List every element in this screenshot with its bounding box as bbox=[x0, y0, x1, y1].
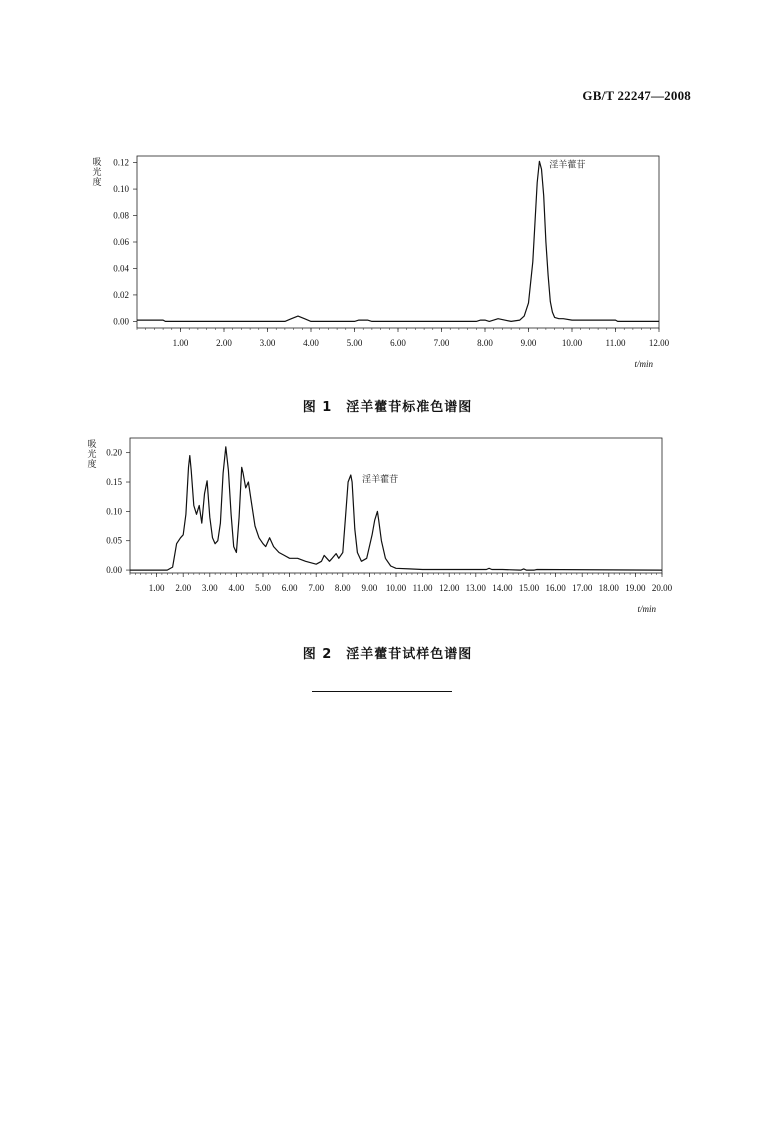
y-axis-label: 吸光度 bbox=[87, 439, 97, 469]
x-tick-label: 7.00 bbox=[433, 338, 450, 348]
x-tick-label: 9.00 bbox=[361, 583, 378, 593]
x-tick-label: 12.00 bbox=[439, 583, 460, 593]
x-tick-label: 11.00 bbox=[412, 583, 433, 593]
y-tick-label: 0.05 bbox=[106, 535, 122, 546]
x-tick-label: 2.00 bbox=[216, 338, 232, 348]
x-tick-label: 1.00 bbox=[148, 583, 165, 593]
x-tick-label: 16.00 bbox=[545, 583, 566, 593]
figure-1-caption: 图 1 淫羊藿苷标准色谱图 bbox=[302, 400, 473, 415]
y-tick-label: 0.02 bbox=[113, 289, 129, 300]
x-tick-label: 13.00 bbox=[465, 583, 486, 593]
y-tick-label: 0.15 bbox=[106, 477, 122, 488]
y-tick-label: 0.20 bbox=[106, 447, 122, 458]
x-tick-label: 3.00 bbox=[201, 583, 218, 593]
x-tick-label: 10.00 bbox=[385, 583, 407, 593]
x-tick-label: 20.00 bbox=[651, 583, 673, 593]
x-tick-label: 14.00 bbox=[492, 583, 513, 593]
x-tick-label: 18.00 bbox=[598, 583, 619, 593]
x-tick-label: 2.00 bbox=[175, 583, 192, 593]
x-tick-label: 4.00 bbox=[303, 338, 319, 348]
y-tick-label: 0.00 bbox=[106, 565, 122, 576]
x-tick-label: 8.00 bbox=[334, 583, 351, 593]
x-tick-label: 5.00 bbox=[346, 338, 363, 348]
x-tick-label: 9.00 bbox=[520, 338, 537, 348]
y-tick-label: 0.10 bbox=[113, 184, 129, 195]
y-tick-label: 0.06 bbox=[113, 237, 129, 247]
plot-frame bbox=[130, 438, 662, 573]
y-tick-label: 0.12 bbox=[113, 157, 129, 168]
y-tick-label: 0.00 bbox=[113, 316, 129, 327]
peak-annotation: 淫羊藿苷 bbox=[362, 474, 399, 485]
x-tick-label: 4.00 bbox=[228, 583, 245, 593]
end-rule bbox=[312, 691, 452, 692]
standard-number: GB/T 22247—2008 bbox=[582, 88, 691, 103]
x-tick-label: 6.00 bbox=[281, 583, 298, 593]
x-axis-label: t/min bbox=[634, 359, 653, 369]
x-tick-label: 15.00 bbox=[518, 583, 540, 593]
y-tick-label: 0.04 bbox=[113, 263, 129, 274]
y-tick-label: 0.08 bbox=[113, 210, 129, 221]
figure-2-caption: 图 2 淫羊藿苷试样色谱图 bbox=[302, 647, 473, 662]
x-tick-label: 11.00 bbox=[605, 338, 626, 348]
x-axis-label: t/min bbox=[637, 604, 656, 614]
x-tick-label: 5.00 bbox=[255, 583, 271, 593]
x-tick-label: 1.00 bbox=[172, 338, 189, 348]
chromatogram-trace bbox=[130, 447, 662, 570]
x-tick-label: 10.00 bbox=[561, 338, 583, 348]
x-tick-label: 6.00 bbox=[390, 338, 406, 348]
x-tick-label: 12.00 bbox=[648, 338, 670, 348]
x-tick-label: 3.00 bbox=[259, 338, 276, 348]
x-tick-label: 7.00 bbox=[308, 583, 325, 593]
y-tick-label: 0.10 bbox=[106, 506, 122, 517]
x-tick-label: 19.00 bbox=[625, 583, 646, 593]
x-tick-label: 17.00 bbox=[572, 583, 593, 593]
y-axis-label: 吸光度 bbox=[92, 157, 102, 187]
peak-annotation: 淫羊藿苷 bbox=[549, 159, 586, 170]
x-tick-label: 8.00 bbox=[477, 338, 493, 348]
